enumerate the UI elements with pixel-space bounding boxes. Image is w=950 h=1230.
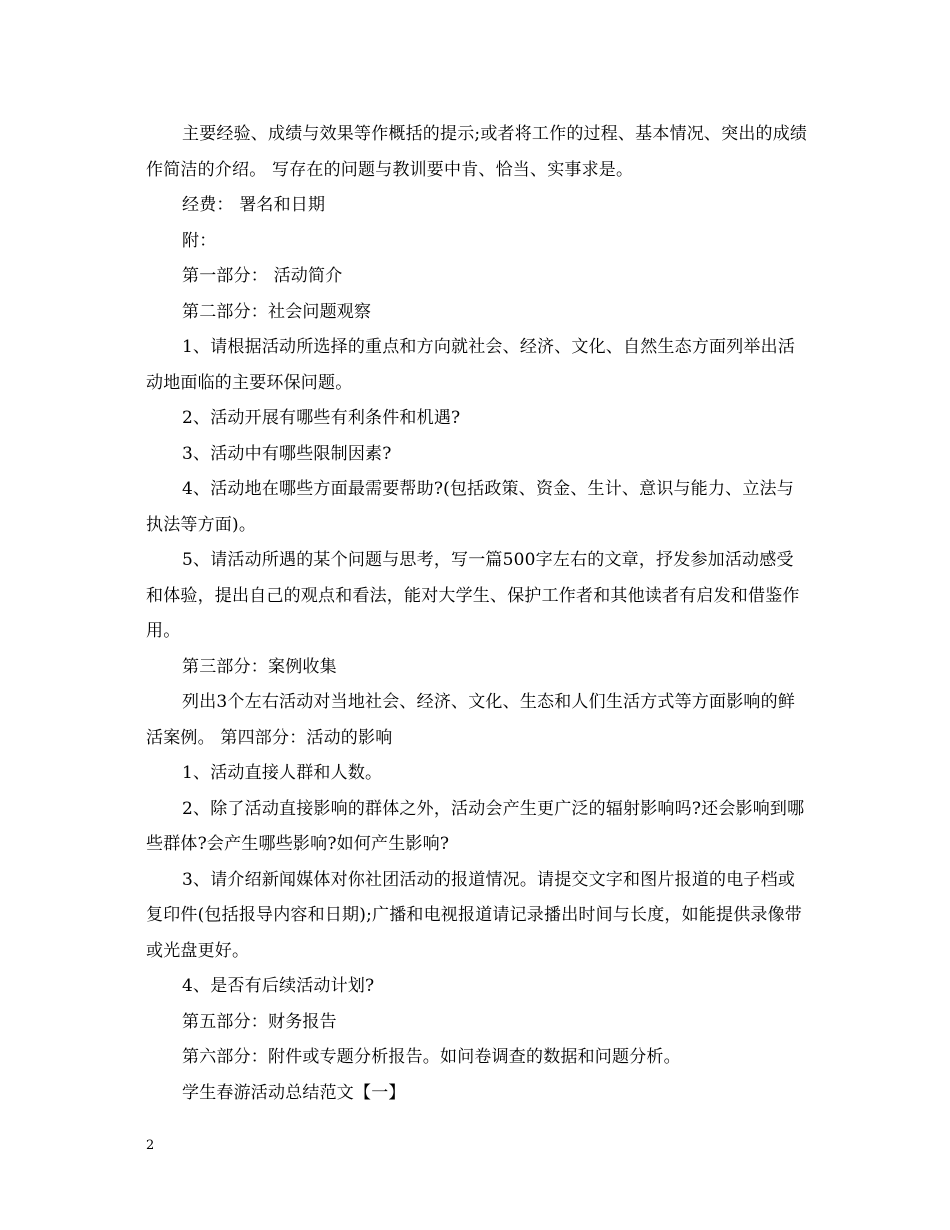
page-number: 2 (146, 1138, 155, 1153)
paragraph-case-collection: 列出3个左右活动对当地社会、经济、文化、生态和人们生活方式等方面影响的鲜活案例。 第四部分：活动的影响 (146, 692, 796, 748)
list-item-1-direct-people: 1、活动直接人群和人数。 (182, 763, 383, 783)
heading-part-three: 第三部分：案例收集 (182, 656, 337, 677)
document-body (146, 117, 808, 1111)
list-item-3-limits: 3、活动中有哪些限制因素? (182, 443, 392, 464)
list-item-3-media-coverage: 3、请介绍新闻媒体对你社团活动的报道情况。请提交文字和图片报道的电子档或复印件(包括报导内容和日期);广播和电视报道请记录播出时间与长度，如能提供录像带或光盘更好。 (146, 869, 802, 961)
list-item-2-wider-impact: 2、除了活动直接影响的群体之外，活动会产生更广泛的辐射影响吗?还会影响到哪些群体?会产生哪些影响?如何产生影响? (146, 798, 805, 854)
list-item-5-essay: 5、请活动所遇的某个问题与思考，写一篇500字左右的文章，抒发参加活动感受和体验，提出自己的观点和看法，能对大学生、保护工作者和其他读者有启发和借鉴作用。 (146, 550, 800, 641)
heading-part-six: 第六部分：附件或专题分析报告。如问卷调查的数据和问题分析。 (182, 1047, 681, 1067)
list-item-2-conditions: 2、活动开展有哪些有利条件和机遇? (182, 408, 461, 428)
heading-part-five: 第五部分：财务报告 (182, 1011, 337, 1032)
paragraph-funding-signature: 经费： 署名和日期 (182, 195, 326, 215)
heading-part-one: 第一部分： 活动简介 (182, 266, 343, 286)
section-title-spring-outing: 学生春游活动总结范文【一】 (182, 1082, 406, 1103)
paragraph-summary-guidance: 主要经验、成绩与效果等作概括的提示;或者将工作的过程、基本情况、突出的成绩作简洁的介绍。 写存在的问题与教训要中肯、恰当、实事求是。 (146, 124, 808, 180)
list-item-1-environment-issues: 1、请根据活动所选择的重点和方向就社会、经济、文化、自然生态方面列举出活动地面临的主要环保问题。 (146, 337, 796, 393)
heading-part-two: 第二部分：社会问题观察 (182, 301, 372, 322)
paragraph-appendix: 附： (182, 230, 217, 251)
list-item-4-follow-up: 4、是否有后续活动计划? (182, 976, 375, 996)
list-item-4-needs: 4、活动地在哪些方面最需要帮助?(包括政策、资金、生计、意识与能力、立法与执法等方面)。 (146, 479, 794, 535)
